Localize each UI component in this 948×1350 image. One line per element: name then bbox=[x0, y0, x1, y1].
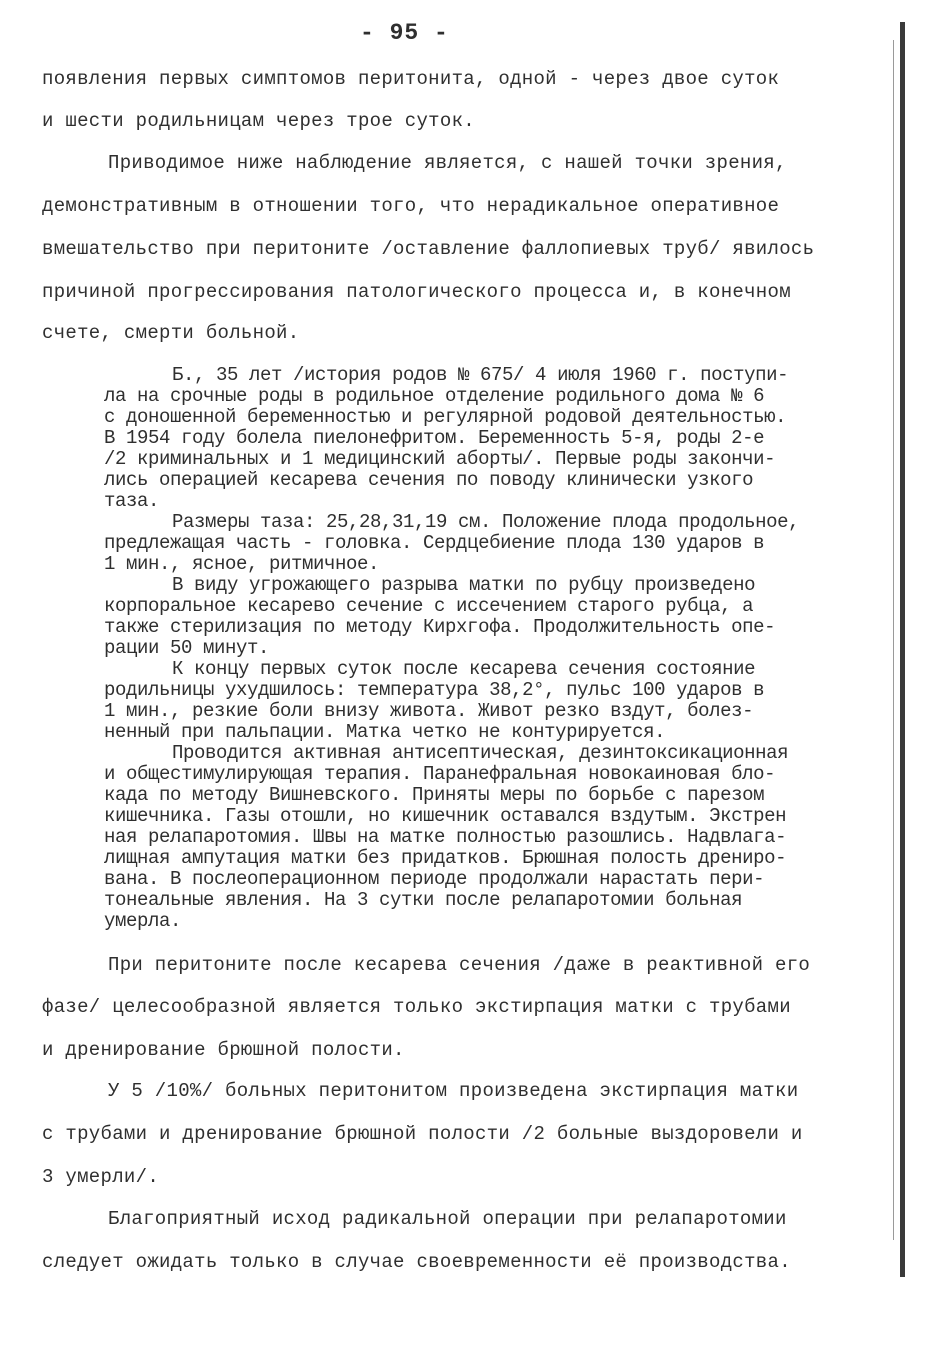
case-line-23: ная релапаротомия. Швы на матке полностью разошлись. Надвлага- bbox=[104, 826, 787, 848]
case-line-22: кишечника. Газы отошли, но кишечник оставался вздутым. Экстрен bbox=[104, 805, 787, 827]
case-line-18: ненный при пальпации. Матка четко не контурируется. bbox=[104, 721, 666, 743]
case-line-20: и общестимулирующая терапия. Паранефральная новокаиновая бло- bbox=[104, 763, 776, 785]
paragraph3-line-1: При перитоните после кесарева сечения /даже в реактивной его bbox=[108, 954, 811, 976]
paragraph3-line-2: фазе/ целесообразной является только экстирпация матки с трубами bbox=[42, 996, 791, 1018]
case-line-19: Проводится активная антисептическая, дезинтоксикационная bbox=[172, 742, 789, 764]
paragraph2-line-3: вмешательство при перитоните /оставление фаллопиевых труб/ явилось bbox=[42, 238, 815, 260]
paragraph1-line-2: и шести родильницам через трое суток. bbox=[42, 110, 475, 132]
case-line-17: 1 мин., резкие боли внизу живота. Живот резко вздут, болез- bbox=[104, 700, 754, 722]
case-line-13: также стерилизация по методу Кирхгофа. Продолжительность опе- bbox=[104, 616, 776, 638]
case-line-25: вана. В послеоперационном периоде продолжали нарастать пери- bbox=[104, 868, 765, 890]
case-line-9: предлежащая часть - головка. Сердцебиение плода 130 ударов в bbox=[104, 532, 765, 554]
paragraph2-line-5: счете, смерти больной. bbox=[42, 322, 300, 344]
paragraph4-line-3: 3 умерли/. bbox=[42, 1166, 160, 1188]
case-line-14: рации 50 минут. bbox=[104, 637, 270, 659]
case-line-26: тонеальные явления. На 3 сутки после релапаротомии больная bbox=[104, 889, 743, 911]
case-line-3: с доношенной беременностью и регулярной родовой деятельностью. bbox=[104, 406, 787, 428]
page-binding-shadow bbox=[893, 40, 894, 1240]
case-line-15: К концу первых суток после кесарева сечения состояние bbox=[172, 658, 756, 680]
case-line-6: лись операцией кесарева сечения по поводу клинически узкого bbox=[104, 469, 754, 491]
case-line-16: родильницы ухудшилось: температура 38,2°, пульс 100 ударов в bbox=[104, 679, 765, 701]
paragraph2-line-4: причиной прогрессирования патологического процесса и, в конечном bbox=[42, 281, 791, 303]
paragraph2-line-1: Приводимое ниже наблюдение является, с нашей точки зрения, bbox=[108, 152, 787, 174]
paragraph3-line-3: и дренирование брюшной полости. bbox=[42, 1039, 405, 1061]
case-line-7: таза. bbox=[104, 490, 160, 512]
case-line-2: ла на срочные роды в родильное отделение родильного дома № 6 bbox=[104, 385, 765, 407]
case-line-4: В 1954 году болела пиелонефритом. Беременность 5-я, роды 2-е bbox=[104, 427, 765, 449]
paragraph5-line-2: следует ожидать только в случае своевременности её производства. bbox=[42, 1251, 791, 1273]
case-line-11: В виду угрожающего разрыва матки по рубцу произведено bbox=[172, 574, 756, 596]
paragraph5-line-1: Благоприятный исход радикальной операции при релапаротомии bbox=[108, 1208, 787, 1230]
case-line-5: /2 криминальных и 1 медицинский аборты/. Первые роды закончи- bbox=[104, 448, 776, 470]
case-line-24: лищная ампутация матки без придатков. Брюшная полость дрениро- bbox=[104, 847, 787, 869]
case-line-12: корпоральное кесарево сечение с иссечением старого рубца, а bbox=[104, 595, 754, 617]
paragraph1-line-1: появления первых симптомов перитонита, одной - через двое суток bbox=[42, 68, 780, 90]
case-line-27: умерла. bbox=[104, 910, 182, 932]
paragraph2-line-2: демонстративным в отношении того, что нерадикальное оперативное bbox=[42, 195, 780, 217]
page-binding-edge bbox=[900, 22, 905, 1277]
case-line-21: када по методу Вишневского. Приняты меры по борьбе с парезом bbox=[104, 784, 765, 806]
paragraph4-line-2: с трубами и дренирование брюшной полости /2 больные выздоровели и bbox=[42, 1123, 803, 1145]
paragraph4-line-1: У 5 /10%/ больных перитонитом произведена экстирпация матки bbox=[108, 1080, 799, 1102]
case-line-8: Размеры таза: 25,28,31,19 см. Положение плода продольное, bbox=[172, 511, 800, 533]
page-number: - 95 - bbox=[360, 20, 449, 46]
case-line-1: Б., 35 лет /история родов № 675/ 4 июля 1960 г. поступи- bbox=[172, 364, 789, 386]
case-line-10: 1 мин., ясное, ритмичное. bbox=[104, 553, 380, 575]
